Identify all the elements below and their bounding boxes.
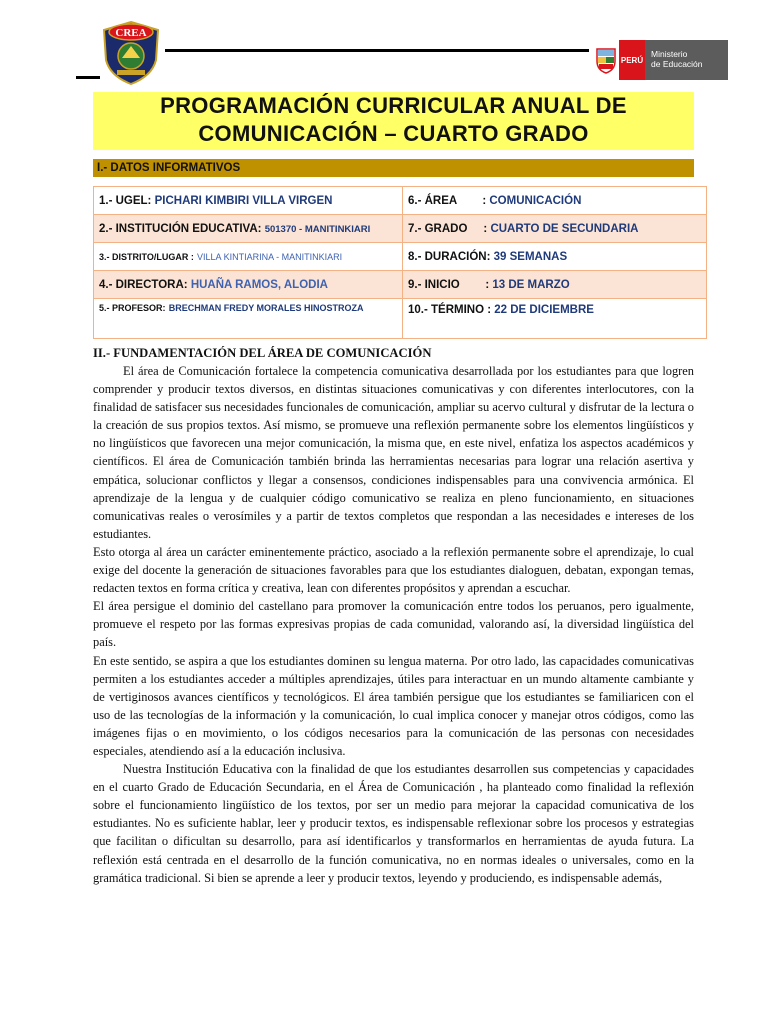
- table-row: [94, 243, 707, 271]
- info-value: PICHARI KIMBIRI VILLA VIRGEN: [154, 194, 333, 207]
- paragraph: El área de Comunicación fortalece la competencia comunicativa desarrollada por los estudiantes para que logren comprender y producir textos diversos, en distintas situaciones comunicativas y con diferentes interlocutores, con la finalidad de satisfacer sus necesidades funcionales de comunicación, ampliar su acervo cultural y disfrutar de la lectura o la creación de sus propios textos. Así mismo, se promueve una reflexión permanente sobre los elementos lingüísticos y no lingüísticos que favorecen una mejor comunicación, la misma que, en este nivel, enfatiza los aspectos académicos y científicos. El área de Comunicación también brinda las herramientas necesarias para lograr una relación asertiva y empática, solucionar conflictos y llegar a consensos, condiciones indispensables para una convivencia armónica. El aprendizaje de la lengua y de cualquier código comunicativo se realiza en pleno funcionamiento, en situaciones comunicativas reales o verosímiles y a partir de textos completos que respondan a las necesidades e intereses de los estudiantes.: [93, 364, 694, 541]
- fundamentacion-section: [93, 344, 694, 887]
- info-value: COMUNICACIÓN: [489, 194, 582, 207]
- info-value: CUARTO DE SECUNDARIA: [490, 222, 639, 235]
- info-value: VILLA KINTIARINA - MANITINKIARI: [197, 251, 343, 262]
- info-value: 39 SEMANAS: [493, 250, 568, 263]
- document-title: [93, 92, 694, 150]
- info-cell-termino: [403, 299, 707, 339]
- header-rule: [165, 49, 589, 52]
- info-label: 2.- INSTITUCIÓN EDUCATIVA:: [99, 222, 262, 235]
- info-label: 10.- TÉRMINO :: [408, 304, 492, 316]
- section-heading: I.- DATOS INFORMATIVOS: [97, 162, 241, 174]
- table-row: [94, 187, 707, 215]
- ministerio-label: [645, 40, 728, 80]
- paragraph: En este sentido, se aspira a que los estudiantes dominen su lengua materna. Por otro lado, las capacidades comunicativas permiten a los estudiantes acceder a múltiples aprendizajes, útiles para interactuar en un mundo altamente cambiante y de vertiginosos avances científicos y tecnológicos. El área también persigue que los estudiantes se familiaricen con el uso de las tecnologías de la información y la comunicación, lo cual implica conocer y manejar otros códigos, como las imágenes fijas o en movimiento, o los códigos necesarios para la comunicación de las personas con necesidades especiales, atendiendo así a la educación inclusiva.: [93, 653, 694, 758]
- section-datos-informativos: [93, 159, 694, 177]
- info-value: HUAÑA RAMOS, ALODIA: [190, 278, 328, 291]
- table-row: [94, 299, 707, 339]
- paragraph: Nuestra Institución Educativa con la finalidad de que los estudiantes desarrollen sus competencias y capacidades en el cuarto Grado de Educación Secundaria, en el Área de Comunicación , ha planteado como finalidad la reflexión sobre el funcionamiento lingüístico de los textos, por ser un medio para mejorar la capacidad comunicativa de los estudiantes. No es suficiente hablar, leer y producir textos, es indispensable reflexionar sobre los procesos y estrategias que facilitan o dificultan su desarrollo, para así identificarlos y transformarlos en herramientas de ayuda futura. La reflexión está centrada en el desarrollo de la función comunicativa, no en normas ideales o universales, como en la gramática tradicional. Si bien se aprende a leer y producir textos, leyendo y produciendo, es indispensable además,: [93, 762, 694, 885]
- table-row: [94, 271, 707, 299]
- info-value: 22 DE DICIEMBRE: [494, 304, 594, 316]
- peru-shield-icon: [593, 40, 619, 80]
- section-heading: II.- FUNDAMENTACIÓN DEL ÁREA DE COMUNICACIÓN: [93, 346, 432, 360]
- info-label: 3.- DISTRITO/LUGAR :: [99, 251, 194, 262]
- info-cell-area: [403, 187, 707, 215]
- paragraph: Esto otorga al área un carácter eminentemente práctico, asociado a la reflexión permanente sobre el aprendizaje, lo cual exige del docente la generación de situaciones favorables para que los estudiantes dialoguen, debatan, expongan temas, redacten textos en forma crítica y creativa, lean con diferentes propósitos y aprendan a escuchar.: [93, 544, 694, 596]
- header-rule-short: [76, 76, 100, 79]
- info-label: 4.- DIRECTORA:: [99, 278, 188, 291]
- info-label: 7.- GRADO :: [408, 222, 488, 235]
- crea-logo: [100, 20, 162, 86]
- info-label: 1.- UGEL:: [99, 194, 152, 207]
- info-value: 13 DE MARZO: [492, 278, 570, 291]
- info-cell-inicio: [403, 271, 707, 299]
- info-cell-ugel: [94, 187, 403, 215]
- ministerio-line1: Ministerio: [651, 49, 688, 59]
- ministerio-line2: de Educación: [651, 59, 703, 69]
- info-table: [93, 186, 707, 339]
- info-label: 9.- INICIO :: [408, 278, 490, 291]
- title-line-2: COMUNICACIÓN – CUARTO GRADO: [198, 121, 589, 146]
- info-cell-distrito: [94, 243, 403, 271]
- title-line-1: PROGRAMACIÓN CURRICULAR ANUAL DE: [160, 93, 627, 118]
- table-row: [94, 215, 707, 243]
- info-cell-duracion: [403, 243, 707, 271]
- paragraph: El área persigue el dominio del castellano para promover la comunicación entre todos los peruanos, pero igualmente, promueve el respeto por las formas expresivas propias de cada comunidad, valorando así, la diversidad lingüística del país.: [93, 599, 694, 650]
- info-cell-grado: [403, 215, 707, 243]
- info-cell-profesor: [94, 299, 403, 339]
- info-cell-directora: [94, 271, 403, 299]
- info-cell-institucion: [94, 215, 403, 243]
- info-value: BRECHMAN FREDY MORALES HINOSTROZA: [168, 303, 364, 313]
- info-label: 5.- PROFESOR:: [99, 303, 166, 313]
- crea-logo-text: CREA: [115, 27, 147, 39]
- info-label: 8.- DURACIÓN:: [408, 250, 491, 263]
- peru-label: PERÚ: [619, 40, 645, 80]
- ministerio-logo: [593, 40, 728, 80]
- info-label: 6.- ÁREA :: [408, 194, 487, 207]
- info-value: 501370 - MANITINKIARI: [264, 223, 371, 235]
